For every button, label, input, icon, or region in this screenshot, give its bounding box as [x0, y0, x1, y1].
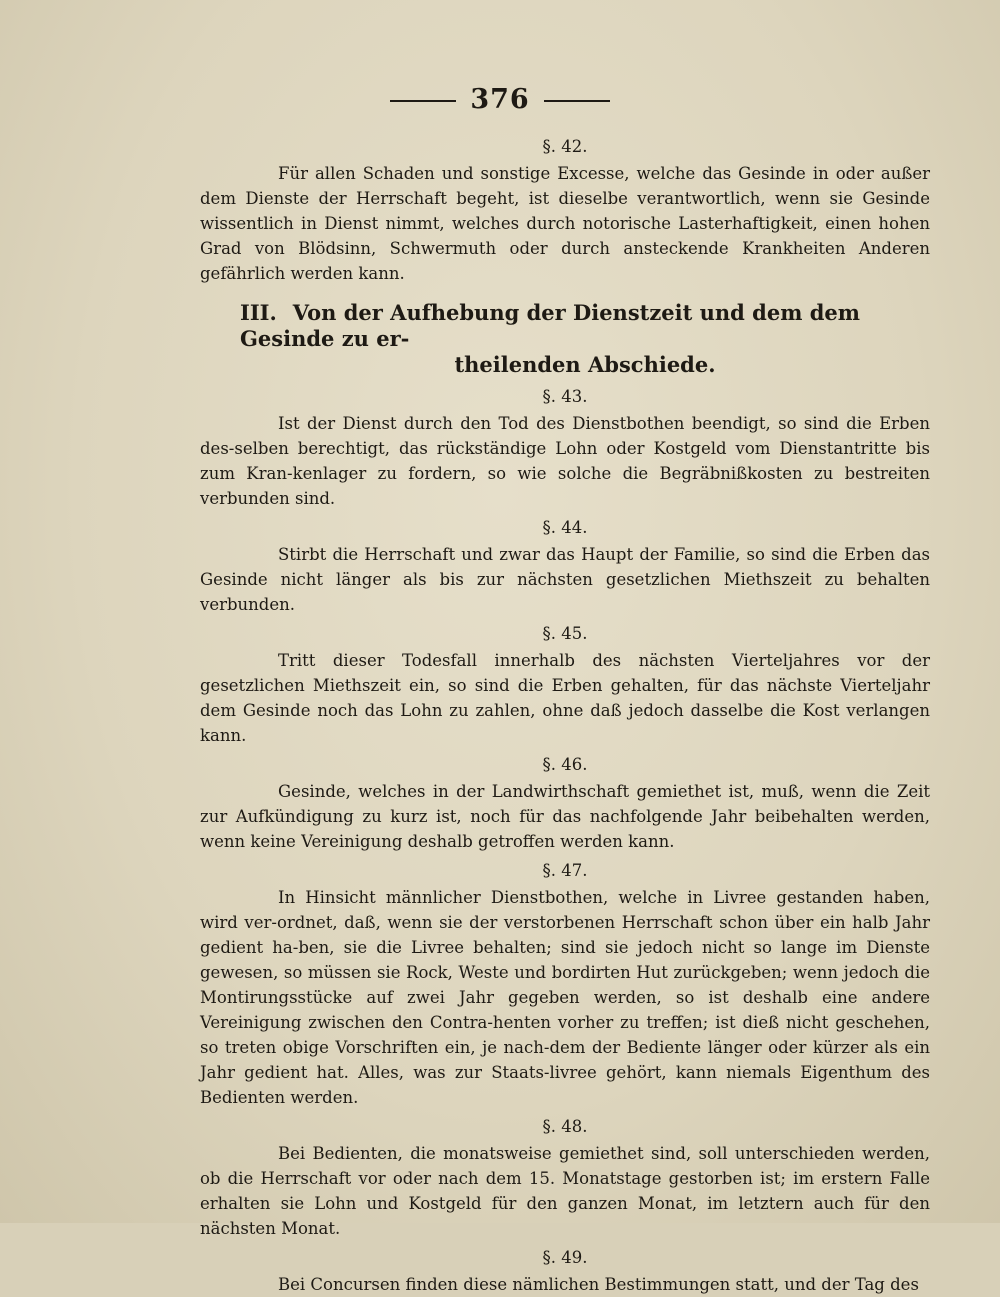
paragraph-49: Bei Concursen finden diese nämlichen Bestimmungen statt, und der Tag des [278, 1275, 919, 1294]
chapter-title-line1: Von der Aufhebung der Dienstzeit und dem dem Gesinde zu er- [240, 300, 860, 351]
paragraph-45: Tritt dieser Todesfall innerhalb des nächsten Vierteljahres vor der gesetzlichen Miethszeit ein, so sind die Erben gehalten, für das nächste Vierteljahr dem Gesinde noch das Lohn zu zahlen, ohne daß jedoch dasselbe die Kost verlangen kann. [200, 651, 930, 745]
paragraph-42: Für allen Schaden und sonstige Excesse, welche das Gesinde in oder außer dem Dienste der Herrschaft begeht, ist dieselbe verantwortlich, wenn sie Gesinde wissentlich in Dienst nimmt, welches durch notorische Lasterhaftigkeit, einen hohen Grad von Blödsinn, Schwermuth oder durch ansteckende Krankheiten Anderen gefährlich werden kann. [200, 164, 930, 283]
paragraph-48: Bei Bedienten, die monatsweise gemiethet sind, soll unterschieden werden, ob die Herrschaft vor oder nach dem 15. Monatstage gestorben ist; im erstern Falle erhalten sie Lohn und Kostgeld für den ganzen Monat, im letztern auch für den nächsten Monat. [200, 1144, 930, 1238]
page-number: 376 [470, 84, 530, 115]
section-number-49: §. 49. [542, 1248, 588, 1267]
header-rule-left [390, 100, 456, 102]
section-number-45: §. 45. [542, 624, 588, 643]
section-number-42: §. 42. [542, 137, 588, 156]
chapter-number: III. [240, 300, 277, 325]
page-header [0, 84, 1000, 115]
section-number-44: §. 44. [542, 518, 588, 537]
chapter-heading [200, 300, 930, 378]
body-text [200, 130, 930, 1297]
paragraph-44: Stirbt die Herrschaft und zwar das Haupt der Familie, so sind die Erben das Gesinde nicht länger als bis zur nächsten gesetzlichen Miethszeit zu behalten verbunden. [200, 545, 930, 614]
paragraph-43: Ist der Dienst durch den Tod des Dienstbothen beendigt, so sind die Erben des-selben berechtigt, das rückständige Lohn oder Kostgeld vom Dienstantritte bis zum Kran-kenlager zu fordern, so wie solche die Begräbnißkosten zu bestreiten verbunden sind. [200, 414, 930, 508]
chapter-title-line2: theilenden Abschiede. [454, 352, 716, 377]
section-number-46: §. 46. [542, 755, 588, 774]
paragraph-46: Gesinde, welches in der Landwirthschaft gemiethet ist, muß, wenn die Zeit zur Aufkündigung zu kurz ist, noch für das nachfolgende Jahr beibehalten werden, wenn keine Vereinigung deshalb getroffen werden kann. [200, 782, 930, 851]
paragraph-47: In Hinsicht männlicher Dienstbothen, welche in Livree gestanden haben, wird ver-ordnet, daß, wenn sie der verstorbenen Herrschaft schon über ein halb Jahr gedient ha-ben, sie die Livree behalten; sind sie jedoch nicht so lange im Dienste gewesen, so müssen sie Rock, Weste und bordirten Hut zurückgeben; wenn jedoch die Montirungsstücke auf zwei Jahr gegeben werden, so ist deshalb eine andere Vereinigung zwischen den Contra-henten vorher zu treffen; ist dieß nicht geschehen, so treten obige Vorschriften ein, je nach-dem der Bediente länger oder kürzer als ein Jahr gedient hat. Alles, was zur Staats-livree gehört, kann niemals Eigenthum des Bedienten werden. [200, 888, 930, 1107]
section-number-48: §. 48. [542, 1117, 588, 1136]
section-number-43: §. 43. [542, 387, 588, 406]
header-rule-right [544, 100, 610, 102]
section-number-47: §. 47. [542, 861, 588, 880]
